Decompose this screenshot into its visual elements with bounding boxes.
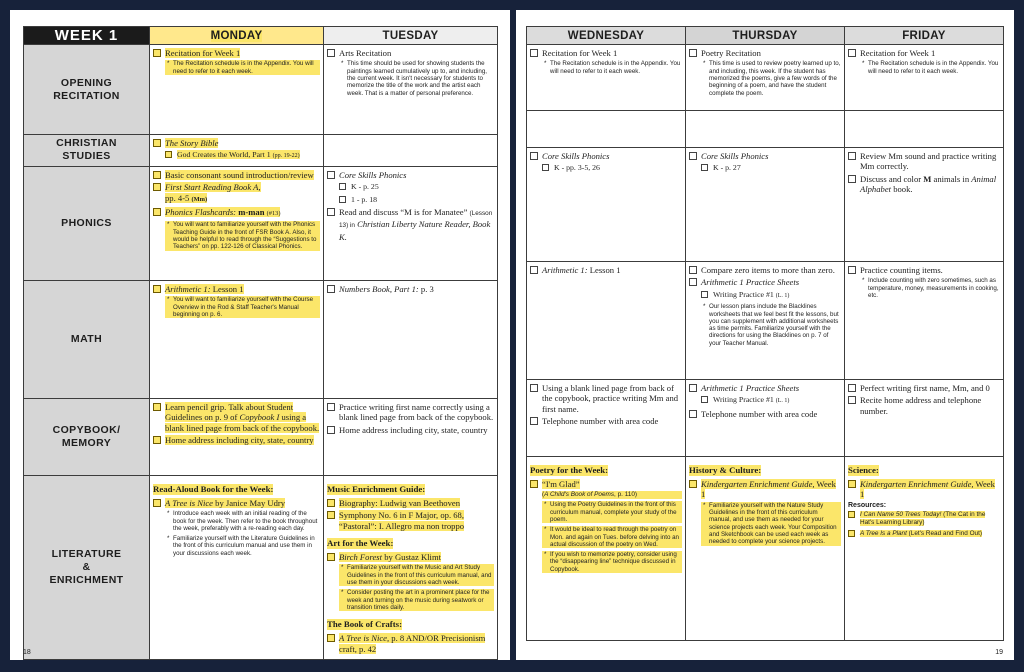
checkbox[interactable] (339, 196, 346, 203)
task-item[interactable]: “I'm Glad” (530, 479, 682, 489)
note: * You will want to familiarize yourself with the Course Overview in the Rod & Staff Teacher's Manual beginning on p. 6. (165, 296, 320, 318)
cell-tue-phonics (324, 166, 498, 280)
task-item[interactable]: Symphony No. 6 in F Major, op. 68, “Pastoral”: I. Allegro ma non troppo (327, 510, 494, 531)
row-christian-studies (527, 111, 1004, 148)
note: * You will want to familiarize yourself with the Phonics Teaching Guide in the front of FSR Book A. Also, it would be helpful to read through the “Suggestions to Teachers” on pp. 122-126 of Classical Phonics. (165, 221, 320, 250)
resource-item[interactable]: A Tree Is a Plant (Let's Read and Find Out) (848, 530, 1000, 538)
checkbox[interactable] (327, 208, 335, 216)
task-item[interactable]: Recitation for Week 1 (153, 48, 320, 58)
checkbox[interactable] (848, 530, 855, 537)
day-header-thursday: THURSDAY (686, 27, 845, 45)
sub-task-item[interactable]: 1 - p. 18 (339, 195, 494, 205)
checkbox[interactable] (153, 208, 161, 216)
checkbox[interactable] (689, 49, 697, 57)
checkbox[interactable] (327, 499, 335, 507)
day-header-friday: FRIDAY (845, 27, 1004, 45)
section-heading: Music Enrichment Guide: (327, 483, 426, 494)
section-heading: Poetry for the Week: (530, 465, 609, 475)
checkbox[interactable] (848, 396, 856, 404)
note: * If you wish to memorize poetry, consider using the “disappearing line” technique discussed in Copybook. (542, 551, 682, 573)
subject-christian-studies: CHRISTIAN STUDIES (24, 135, 150, 167)
checkbox[interactable] (689, 480, 697, 488)
task-item[interactable]: Arithmetic 1: Lesson 1 (153, 284, 320, 294)
note: * This time is used to review poetry learned up to, and including, this week. If the student has memorized the poems, give a few words of the beginning of a poem, and have the student complete the poem. (701, 60, 841, 96)
subject-phonics: PHONICS (24, 166, 150, 280)
task-item[interactable]: Recitation for Week 1 (530, 48, 682, 58)
sub-task-item[interactable]: K - p. 27 (701, 163, 841, 173)
cell-thu-opening (686, 45, 845, 111)
cell-tue-math (324, 280, 498, 398)
citation: (A Child's Book of Poems, p. 110) (542, 491, 682, 499)
row-copybook-memory (24, 398, 498, 475)
note: * Familiarize yourself with the Nature Study Guidelines in the front of this curriculum manual, and use them as needed for your science projects each week. Your Composition and Sketchbook can be used each week as needed to complete your science projects. (701, 502, 841, 546)
task-item[interactable]: Numbers Book, Part 1: p. 3 (327, 284, 494, 294)
task-item[interactable]: Learn pencil grip. Talk about Student Guidelines on p. 9 of Copybook I using a blank lined page from back of the copybook. (153, 402, 320, 433)
subject-opening-recitation: OPENING RECITATION (24, 45, 150, 135)
section-heading: Read-Aloud Book for the Week: (153, 483, 274, 494)
left-page (10, 10, 510, 660)
row-copybook-memory (527, 380, 1004, 457)
task-item[interactable]: Kindergarten Enrichment Guide, Week 1 (689, 479, 841, 500)
cell-thu-christian (686, 111, 845, 148)
task-item[interactable]: Telephone number with area code (689, 409, 841, 419)
cell-tue-opening (324, 45, 498, 135)
row-math (527, 262, 1004, 380)
checkbox[interactable] (165, 151, 172, 158)
note: * The Recitation schedule is in the Appendix. You will need to refer to it each week. (860, 60, 1000, 75)
checkbox[interactable] (327, 426, 335, 434)
cell-mon-phonics (150, 166, 324, 280)
checkbox[interactable] (701, 164, 708, 171)
row-literature-enrichment (527, 457, 1004, 641)
cell-fri-copybook (845, 380, 1004, 457)
task-item[interactable]: Home address including city, state, country (327, 425, 494, 435)
task-item[interactable]: The Story Bible (153, 138, 320, 148)
schedule-grid-left (23, 26, 498, 660)
task-item[interactable]: Arts Recitation (327, 48, 494, 58)
checkbox[interactable] (689, 278, 697, 286)
row-opening-recitation (24, 45, 498, 135)
page-number-left: 18 (23, 649, 31, 656)
checkbox[interactable] (689, 384, 697, 392)
row-literature-enrichment (24, 475, 498, 659)
resources-heading: Resources: (848, 501, 887, 509)
sub-task-item[interactable]: God Creates the World, Part 1 (pp. 19-22) (165, 150, 320, 161)
task-item[interactable]: Biography: Ludwig van Beethoven (327, 498, 494, 508)
cell-mon-opening (150, 45, 324, 135)
cell-thu-math (686, 262, 845, 380)
cell-fri-opening (845, 45, 1004, 111)
checkbox[interactable] (327, 49, 335, 57)
checkbox[interactable] (689, 152, 697, 160)
cell-tue-literature (324, 475, 498, 659)
cell-mon-literature (150, 475, 324, 659)
checkbox[interactable] (848, 152, 856, 160)
cell-thu-literature (686, 457, 845, 641)
checkbox[interactable] (327, 285, 335, 293)
checkbox[interactable] (339, 183, 346, 190)
section-heading: History & Culture: (689, 465, 762, 475)
note: * Familiarize yourself with the Literature Guidelines in the front of this curriculum manual and use them in your discussions each week. (165, 535, 320, 557)
checkbox[interactable] (327, 171, 335, 179)
checkbox[interactable] (327, 553, 335, 561)
task-item[interactable]: Practice writing first name correctly using a blank lined page from back of the copybook. (327, 402, 494, 423)
note: * It would be ideal to read through the poetry on Mon. and again on Tues. before delving into an actual discussion of the poetry on Wed. (542, 526, 682, 548)
checkbox[interactable] (327, 634, 335, 642)
cell-wed-math (527, 262, 686, 380)
checkbox[interactable] (701, 396, 708, 403)
checkbox[interactable] (689, 410, 697, 418)
task-item[interactable]: A Tree is Nice, p. 8 AND/OR Precisionism craft, p. 42 (327, 633, 494, 654)
checkbox[interactable] (530, 384, 538, 392)
subject-math: MATH (24, 280, 150, 398)
cell-fri-math (845, 262, 1004, 380)
task-item[interactable]: Review Mm sound and practice writing Mm correctly. (848, 151, 1000, 172)
checkbox[interactable] (848, 49, 856, 57)
task-item[interactable]: Poetry Recitation (689, 48, 841, 58)
task-item[interactable]: Arithmetic 1 Practice Sheets (689, 383, 841, 393)
row-opening-recitation (527, 45, 1004, 111)
checkbox[interactable] (530, 417, 538, 425)
subject-literature-enrichment: LITERATURE & ENRICHMENT (24, 475, 150, 659)
cell-fri-christian (845, 111, 1004, 148)
task-item[interactable]: Core Skills Phonics (689, 151, 841, 161)
cell-fri-phonics (845, 148, 1004, 262)
task-item[interactable]: Recite home address and telephone number. (848, 395, 1000, 416)
checkbox[interactable] (848, 511, 855, 518)
task-item[interactable]: Recitation for Week 1 (848, 48, 1000, 58)
task-item[interactable]: Core Skills Phonics (530, 151, 682, 161)
checkbox[interactable] (701, 291, 708, 298)
row-phonics (24, 166, 498, 280)
cell-wed-opening (527, 45, 686, 111)
subject-copybook-memory: COPYBOOK/ MEMORY (24, 398, 150, 475)
cell-mon-copybook (150, 398, 324, 475)
note: * The Recitation schedule is in the Appendix. You will need to refer to it each week. (165, 60, 320, 75)
sub-task-item[interactable]: Writing Practice #1 (L. 1) (701, 395, 841, 406)
task-item[interactable]: Basic consonant sound introduction/review (153, 170, 320, 180)
cell-wed-literature (527, 457, 686, 641)
note: * Include counting with zero sometimes, such as temperature, money, measurements in cooking, etc. (860, 277, 1000, 299)
checkbox[interactable] (530, 266, 538, 274)
checkbox[interactable] (689, 266, 697, 274)
checkbox[interactable] (153, 285, 161, 293)
cell-fri-literature (845, 457, 1004, 641)
checkbox[interactable] (848, 480, 856, 488)
checkbox[interactable] (327, 403, 335, 411)
row-math (24, 280, 498, 398)
task-item[interactable]: Birch Forest by Gustaz Klimt (327, 552, 494, 562)
checkbox[interactable] (542, 164, 549, 171)
note: * This time should be used for showing students the paintings learned cumulatively up to, and including, the current week. It isn't necessary for students to memorize the title of the work and the artist each week. That is a matter of personal preference. (339, 60, 494, 96)
task-item[interactable]: Discuss and color M animals in Animal Alphabet book. (848, 174, 1000, 195)
checkbox[interactable] (530, 152, 538, 160)
section-heading: The Book of Crafts: (327, 619, 403, 630)
note: * Familiarize yourself with the Music and Art Study Guidelines in the front of this curriculum manual, and use them in your discussions each week. (339, 564, 494, 586)
checkbox[interactable] (153, 139, 161, 147)
section-heading: Art for the Week: (327, 538, 394, 549)
schedule-grid-right (526, 26, 1004, 641)
task-item[interactable]: Compare zero items to more than zero. (689, 265, 841, 275)
checkbox[interactable] (848, 266, 856, 274)
cell-thu-phonics (686, 148, 845, 262)
right-page (516, 10, 1014, 660)
week-label: WEEK 1 (24, 27, 150, 45)
checkbox[interactable] (327, 511, 335, 519)
checkbox[interactable] (848, 384, 856, 392)
sub-task-item[interactable]: Writing Practice #1 (L. 1) (701, 290, 841, 301)
cell-wed-copybook (527, 380, 686, 457)
day-header-wednesday: WEDNESDAY (527, 27, 686, 45)
note: * Introduce each week with an initial reading of the book for the week. Then refer to the book throughout the week, preferably with a re-reading each day. (165, 510, 320, 532)
note: * Our lesson plans include the Blacklines worksheets that we feel best fit the lessons, but you can supplement with additional worksheets as time permits. Familiarize yourself with the directions for using the Blacklines on p. 7 of your Teacher Manual. (701, 303, 841, 347)
row-christian-studies (24, 135, 498, 167)
row-phonics (527, 148, 1004, 262)
checkbox[interactable] (153, 403, 161, 411)
cell-tue-copybook (324, 398, 498, 475)
note: * The Recitation schedule is in the Appendix. You will need to refer to it each week. (542, 60, 682, 75)
note: * Using the Poetry Guidelines in the front of this curriculum manual, complete your study of the poem. (542, 501, 682, 523)
day-header-tuesday: TUESDAY (324, 27, 498, 45)
task-item[interactable]: Phonics Flashcards: m-man (#13) (153, 207, 320, 219)
checkbox[interactable] (153, 436, 161, 444)
cell-wed-christian (527, 111, 686, 148)
day-header-monday: MONDAY (150, 27, 324, 45)
note: * Consider posting the art in a prominent place for the week and turning on the music during seatwork or transition times daily. (339, 589, 494, 611)
cell-thu-copybook (686, 380, 845, 457)
checkbox[interactable] (153, 49, 161, 57)
checkbox[interactable] (153, 171, 161, 179)
sub-task-item[interactable]: K - p. 25 (339, 182, 494, 192)
cell-mon-christian (150, 135, 324, 167)
task-item[interactable]: Arithmetic 1 Practice Sheets (689, 277, 841, 287)
task-item[interactable]: A Tree is Nice by Janice May Udry (153, 498, 320, 508)
task-item[interactable]: Kindergarten Enrichment Guide, Week 1 (848, 479, 1000, 500)
sub-task-item[interactable]: K - pp. 3-5, 26 (542, 163, 682, 173)
checkbox[interactable] (848, 175, 856, 183)
task-item[interactable]: Using a blank lined page from back of the copybook, practice writing Mm and first name. (530, 383, 682, 414)
cell-mon-math (150, 280, 324, 398)
task-item[interactable]: Arithmetic 1: Lesson 1 (530, 265, 682, 275)
task-item[interactable]: Practice counting items. (848, 265, 1000, 275)
checkbox[interactable] (530, 49, 538, 57)
task-item[interactable]: First Start Reading Book A, pp. 4-5 (Mm) (153, 182, 320, 205)
task-item[interactable]: Read and discuss “M is for Manatee” (Lesson 13) in Christian Liberty Nature Reader, Book K. (327, 207, 494, 242)
cell-tue-christian (324, 135, 498, 167)
resource-item[interactable]: I Can Name 50 Trees Today! (The Cat in the Hat's Learning Library) (848, 511, 1000, 527)
task-item[interactable]: Home address including city, state, country (153, 435, 320, 445)
checkbox[interactable] (153, 499, 161, 507)
page-number-right: 19 (995, 649, 1003, 656)
task-item[interactable]: Perfect writing first name, Mm, and 0 (848, 383, 1000, 393)
checkbox[interactable] (153, 183, 161, 191)
cell-wed-phonics (527, 148, 686, 262)
task-item[interactable]: Core Skills Phonics (327, 170, 494, 180)
section-heading: Science: (848, 465, 879, 475)
task-item[interactable]: Telephone number with area code (530, 416, 682, 426)
checkbox[interactable] (530, 480, 538, 488)
